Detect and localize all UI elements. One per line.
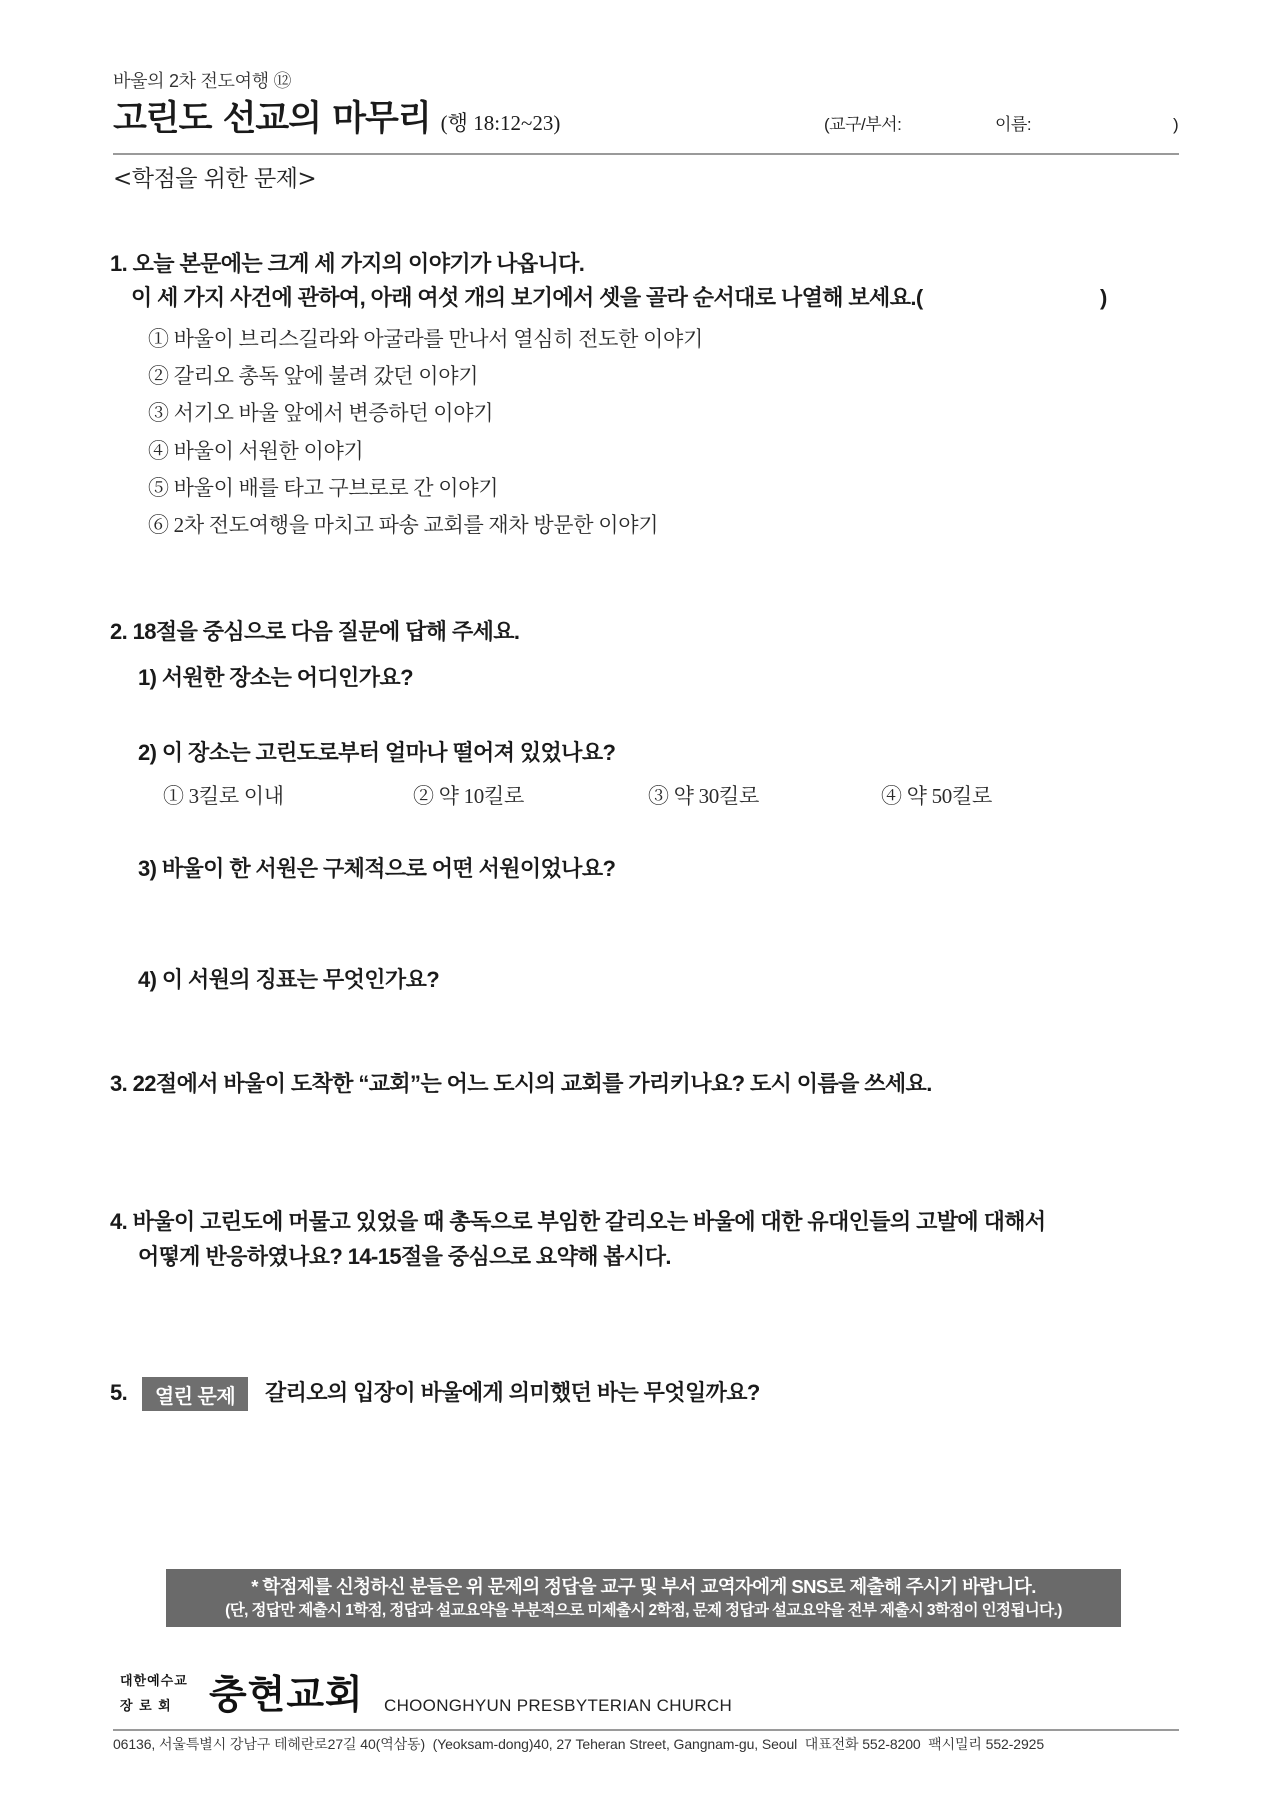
title-row — [113, 98, 560, 140]
department-label: (교구/부서: — [824, 115, 902, 134]
question-2-choice-2: ② 약 10킬로 — [413, 784, 524, 808]
question-5-number: 5. — [110, 1380, 128, 1405]
question-2-title: 2. 18절을 중심으로 다음 질문에 답해 주세요. — [110, 619, 520, 644]
question-2-sub-3: 3) 바울이 한 서원은 구체적으로 어떤 서원이었나요? — [138, 856, 616, 881]
list-item: ③ 서기오 바울 앞에서 변증하던 이야기 — [148, 401, 494, 426]
series-label: 바울의 2차 전도여행 ⑫ — [113, 71, 292, 91]
church-english-name: CHOONGHYUN PRESBYTERIAN CHURCH — [384, 1696, 733, 1715]
page-title: 고린도 선교의 마무리 — [113, 98, 431, 139]
question-5-text: 갈리오의 입장이 바울에게 의미했던 바는 무엇일까요? — [265, 1380, 760, 1405]
question-2-sub-2: 2) 이 장소는 고린도로부터 얼마나 떨어져 있었나요? — [138, 740, 616, 765]
list-item: ⑥ 2차 전도여행을 마치고 파송 교회를 재차 방문한 이야기 — [148, 512, 659, 537]
question-2-sub-1: 1) 서원한 장소는 어디인가요? — [138, 665, 413, 690]
church-logo: 충현교회 — [209, 1672, 364, 1718]
header-close-paren: ) — [1173, 115, 1179, 134]
question-1-options — [148, 321, 703, 544]
footer-divider — [113, 1729, 1179, 1731]
footer-address: 06136, 서울특별시 강남구 테헤란로27길 40(역삼동) (Yeoksam-dong)40, 27 Teheran Street, Gangnam-gu, Seoul 대표전화 552-8200 팩시밀리 552-2925 — [113, 1736, 1045, 1752]
credit-notice-banner — [166, 1569, 1121, 1627]
notice-line-2: (단, 정답만 제출시 1학점, 정답과 설교요약을 부분적으로 미제출시 2학점, 문제 정답과 설교요약을 전부 제출시 3학점이 인정됩니다.) — [225, 1602, 1062, 1619]
header-divider — [113, 153, 1179, 155]
open-question-badge: 열린 문제 — [142, 1377, 248, 1411]
list-item: ⑤ 바울이 배를 타고 구브로로 간 이야기 — [148, 475, 499, 500]
question-1-line-2: 이 세 가지 사건에 관하여, 아래 여섯 개의 보기에서 셋을 골라 순서대로 나열해 보세요.( — [131, 285, 923, 310]
question-4-line-2: 어떻게 반응하였나요? 14-15절을 중심으로 요약해 봅시다. — [138, 1244, 671, 1269]
question-1-line-1: 1. 오늘 본문에는 크게 세 가지의 이야기가 나옵니다. — [110, 251, 585, 276]
scripture-reference: (행 18:12~23) — [440, 111, 561, 135]
question-2-choice-1: ① 3킬로 이내 — [163, 784, 284, 808]
list-item: ② 갈리오 총독 앞에 불려 갔던 이야기 — [148, 364, 479, 389]
name-label: 이름: — [995, 115, 1032, 134]
list-item: ① 바울이 브리스길라와 아굴라를 만나서 열심히 전도한 이야기 — [148, 327, 703, 351]
question-4-line-1: 4. 바울이 고린도에 머물고 있었을 때 총독으로 부임한 갈리오는 바울에 대한 유대인들의 고발에 대해서 — [110, 1209, 1046, 1234]
question-2-choice-3: ③ 약 30킬로 — [648, 784, 759, 808]
logo-denomination-bottom: 장 로 회 — [120, 1699, 172, 1714]
question-1-close-paren: ) — [1100, 285, 1107, 310]
list-item: ④ 바울이 서원한 이야기 — [148, 438, 364, 463]
question-2-sub-4: 4) 이 서원의 징표는 무엇인가요? — [138, 967, 440, 992]
section-title: <학점을 위한 문제> — [113, 166, 317, 192]
notice-line-1: * 학점제를 신청하신 분들은 위 문제의 정답을 교구 및 부서 교역자에게 SNS로 제출해 주시기 바랍니다. — [251, 1576, 1036, 1597]
question-2-choice-4: ④ 약 50킬로 — [881, 784, 992, 808]
question-3: 3. 22절에서 바울이 도착한 “교회”는 어느 도시의 교회를 가리키나요? 도시 이름을 쓰세요. — [110, 1071, 932, 1096]
logo-denomination-top: 대한예수교 — [120, 1674, 188, 1689]
